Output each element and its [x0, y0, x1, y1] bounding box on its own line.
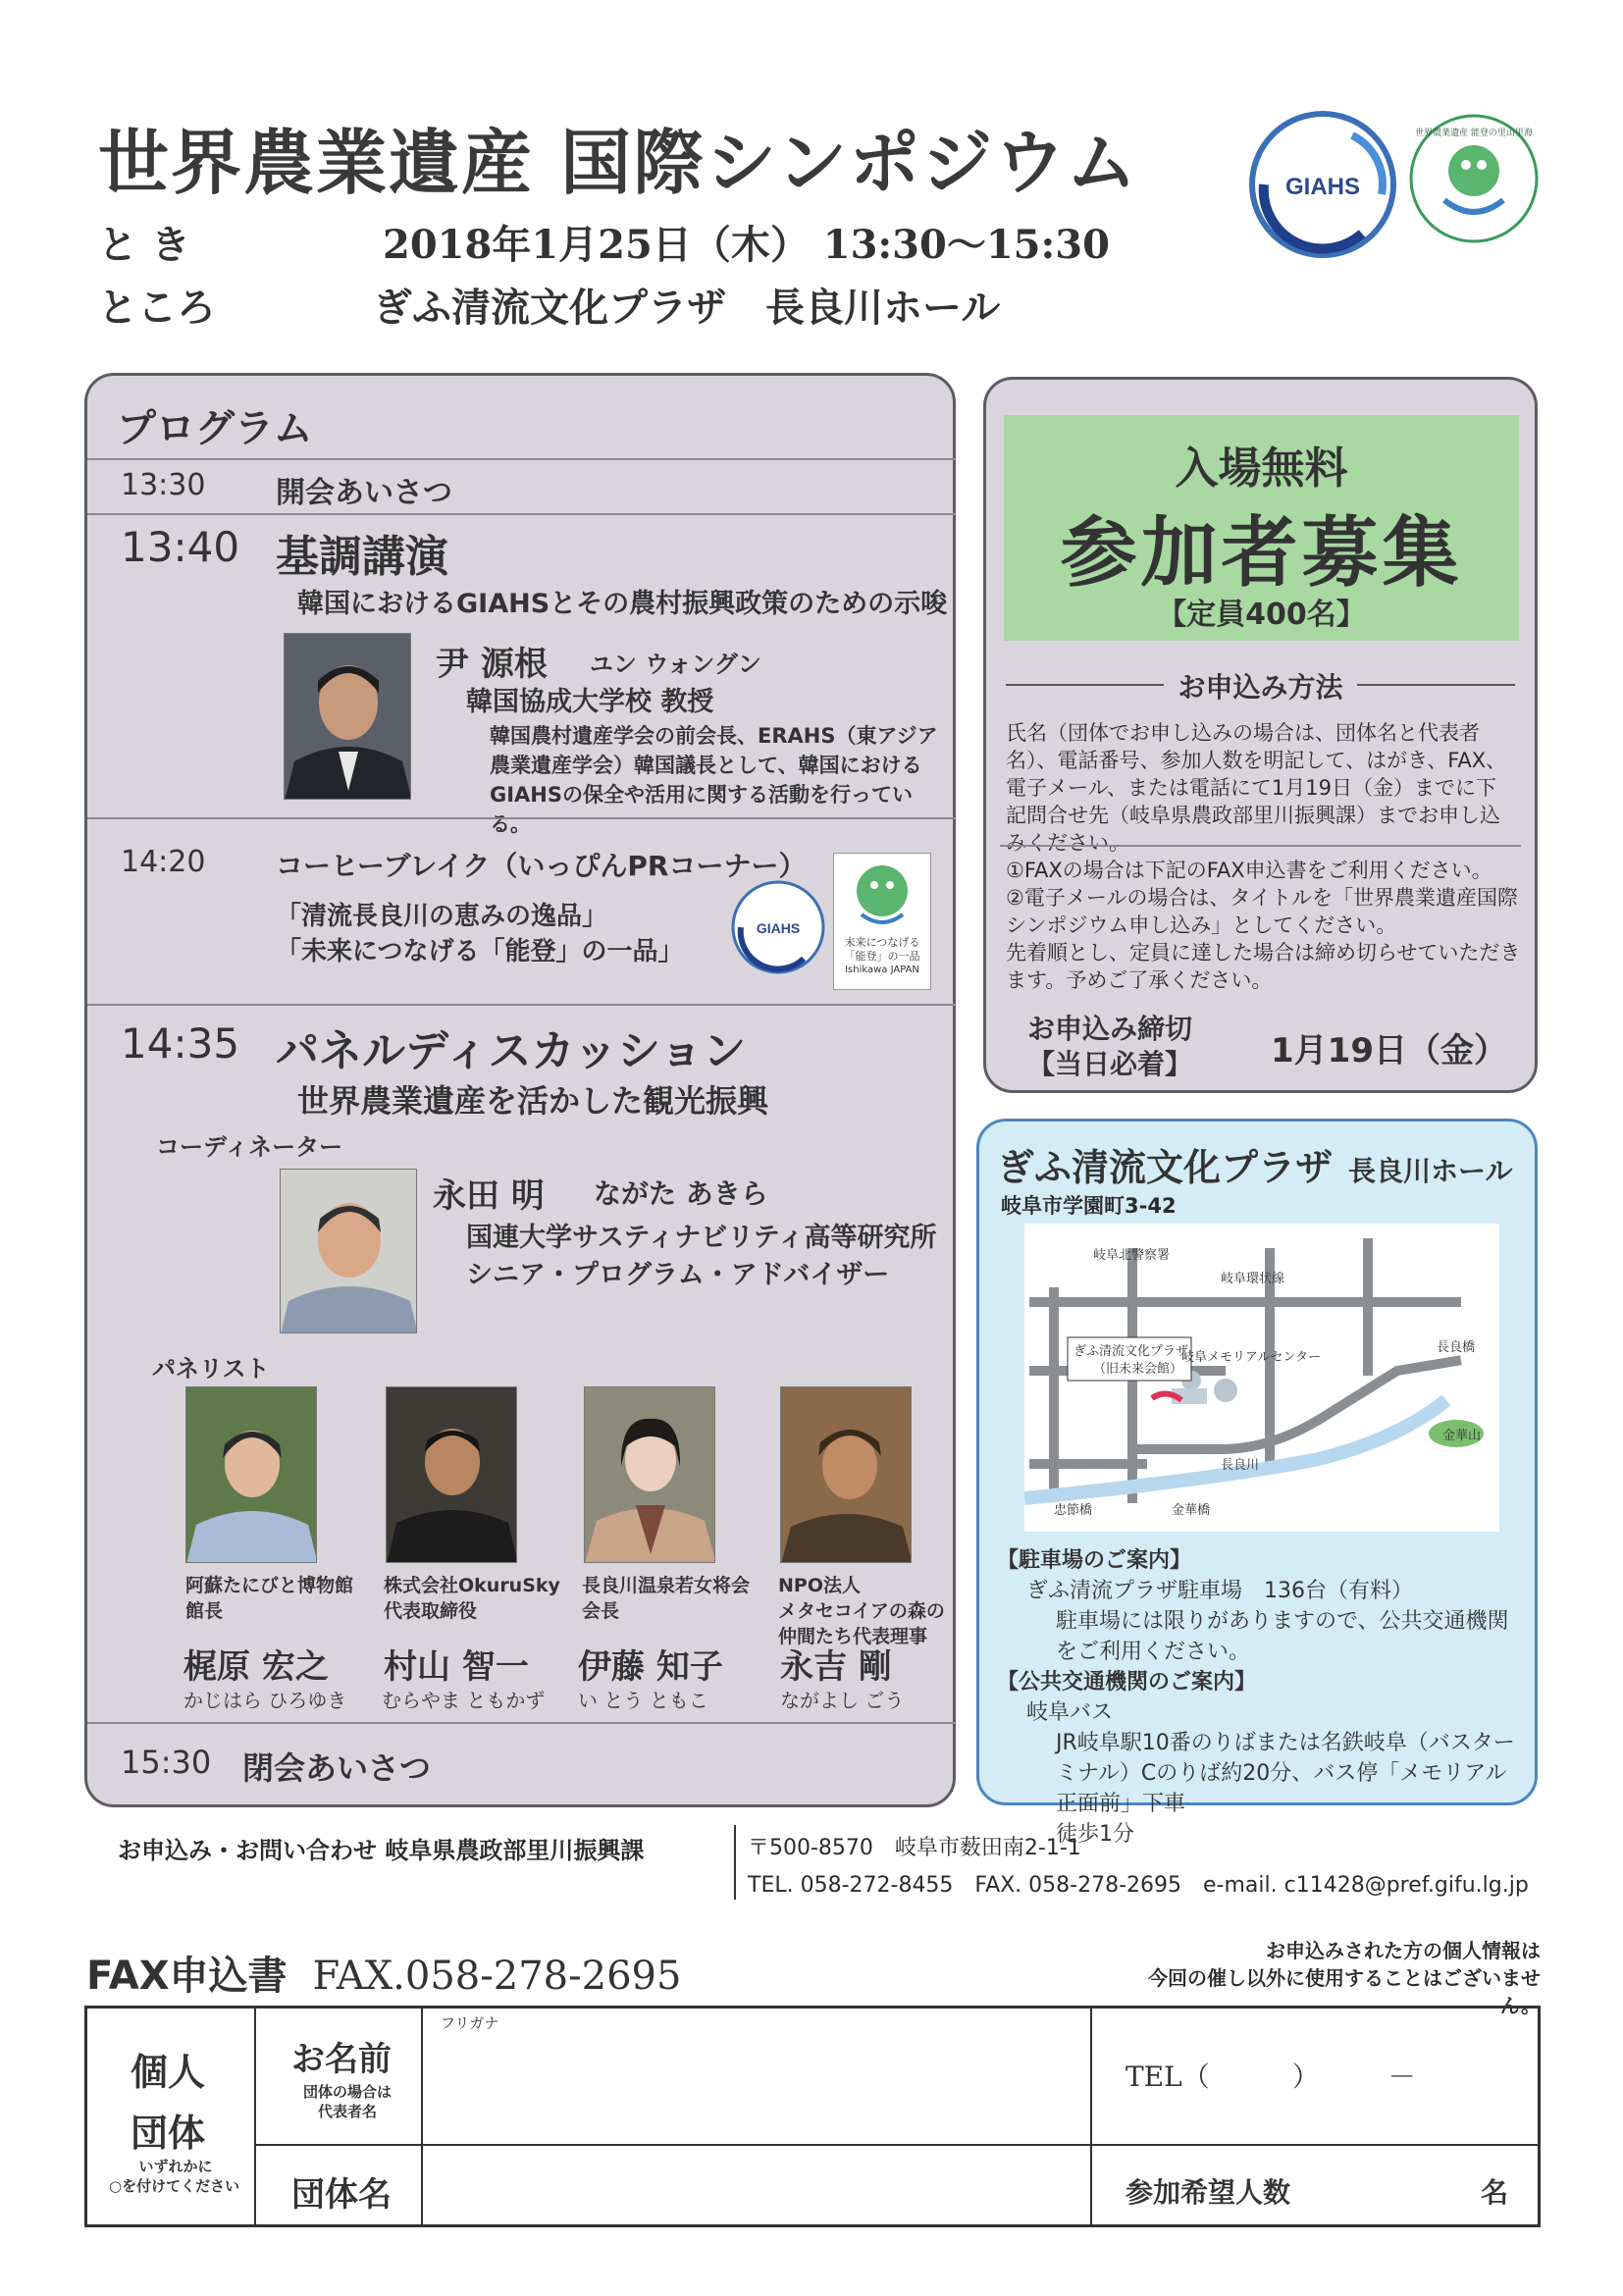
noto-small-logo: [833, 853, 931, 990]
choose-note-1: いずれかに: [138, 2158, 213, 2175]
contact-tel-fax-email: TEL. 058-272-8455 FAX. 058-278-2695 e-mail. c11428@pref.gifu.lg.jp: [748, 1873, 1529, 1898]
map-nagara-bridge-label: 長良橋: [1437, 1340, 1476, 1355]
map-nagara-river-label: 長良川: [1221, 1458, 1260, 1473]
map-memorial-label: 岐阜メモリアルセンター: [1181, 1350, 1321, 1365]
giahs-small-logo-text: GIAHS: [756, 920, 801, 936]
recruit-banner: [1004, 415, 1519, 641]
coordinator-photo: [280, 1169, 417, 1333]
closing-time: 15:30: [121, 1744, 212, 1781]
panelist-reading: い とう ともこ: [578, 1689, 708, 1712]
giahs-logo-text: GIAHS: [1284, 174, 1361, 200]
bio-line: 韓国農村遺産学会の前会長、ERAHS（東アジア: [490, 724, 938, 748]
choose-note-2: ○を付けてください: [109, 2177, 240, 2195]
individual-option[interactable]: 個人: [131, 2051, 206, 2094]
divider: [87, 458, 956, 460]
coordinator-reading: ながた あきら: [594, 1177, 768, 1210]
event-date-row: [98, 214, 1110, 270]
name-label: お名前: [291, 2040, 392, 2079]
transit-bus: 岐阜バス: [1026, 1700, 1114, 1725]
panel-time: 14:35: [121, 1019, 240, 1068]
access-venue: [997, 1137, 1512, 1191]
break-time: 14:20: [121, 845, 206, 879]
furigana-label: フリガナ: [441, 2014, 499, 2032]
when-label: と き: [98, 223, 190, 268]
event-date: 2018年1月25日（木） 13:30〜15:30: [383, 222, 1110, 268]
keynote-speaker-reading: ユン ウォングン: [590, 651, 761, 678]
transit-walk: 徒歩1分: [1056, 1822, 1134, 1847]
fax-form-title-text: FAX申込書: [86, 1954, 288, 1999]
keynote-subtitle: 韓国におけるGIAHSとその農村振興政策のための示唆: [297, 589, 948, 619]
method-title: [986, 666, 1535, 705]
panelist-name: 永吉 剛: [780, 1647, 892, 1687]
bio-line: GIAHSの保全や活用に関する活動を行っている。: [490, 783, 914, 836]
transit-title: 【公共交通機関のご案内】: [997, 1670, 1257, 1695]
attendees-unit: 名: [1481, 2176, 1509, 2209]
recruit-heading: 参加者募集: [1060, 509, 1463, 598]
panelist-photo: [185, 1386, 317, 1563]
panelist-org: [384, 1573, 560, 1624]
map-graphic: [1024, 1224, 1499, 1532]
break-item-1: 「清流長良川の恵みの逸品」: [276, 902, 608, 931]
noto-small-logo-caption: 未来につなげる「能登」の一品: [844, 936, 920, 963]
keynote-speaker-bio: [490, 721, 951, 839]
group-option[interactable]: 団体: [131, 2112, 206, 2155]
noto-mascot-icon: [834, 854, 930, 932]
panel-subtitle: 世界農業遺産を活かした観光振興: [297, 1082, 769, 1120]
fax-number: FAX.058-278-2695: [312, 1954, 682, 1999]
map-police-label: 岐阜北警察署: [1093, 1248, 1171, 1263]
panelist-photo: [386, 1386, 517, 1563]
access-map: [1024, 1224, 1499, 1532]
method-notes: [1006, 857, 1521, 994]
keynote-time: 13:40: [121, 523, 240, 571]
break-title: コーヒーブレイク（いっぴんPRコーナー）: [276, 850, 807, 882]
panelist-name: 村山 智一: [384, 1647, 529, 1687]
panelist-reading: ながよし ごう: [780, 1689, 905, 1712]
coordinator-title-2: シニア・プログラム・アドバイザー: [466, 1260, 890, 1290]
parking-title: 【駐車場のご案内】: [997, 1548, 1192, 1573]
noto-small-logo-caption2: Ishikawa JAPAN: [845, 965, 919, 975]
page-title: 世界農業遺産 国際シンポジウム: [98, 122, 1139, 204]
opening-title: 開会あいさつ: [276, 476, 452, 510]
keynote-speaker-photo: [284, 633, 411, 800]
free-entry: 入場無料: [1175, 444, 1348, 494]
privacy-line: 今回の催し以外に使用することはございません。: [1148, 1966, 1541, 2017]
parking-info: ぎふ清流プラザ駐車場 136台（有料）: [1026, 1579, 1413, 1603]
noto-logo-text: 世界農業遺産 能登の里山里海: [1415, 129, 1533, 138]
fax-form-title: [86, 1945, 681, 2001]
panelist-org-line: 長良川温泉若女将会: [582, 1575, 751, 1596]
program-title: プログラム: [117, 406, 313, 451]
bio-line: 農業遺産学会）韓国議長として、韓国における: [490, 754, 922, 777]
coordinator-label: コーディネーター: [156, 1133, 343, 1161]
opening-time: 13:30: [121, 468, 206, 502]
panelist-org-line: メタセコイアの森の: [778, 1600, 945, 1622]
event-venue: ぎふ清流文化プラザ 長良川ホール: [373, 286, 1001, 331]
divider: [734, 1825, 736, 1900]
event-venue-row: [98, 277, 1000, 333]
deadline-date: 1月19日（金）: [1271, 1031, 1507, 1070]
access-hall-name: 長良川ホール: [1348, 1155, 1513, 1187]
method-note: ①FAXの場合は下記のFAX申込書をご利用ください。: [1006, 859, 1492, 882]
divider: [87, 1004, 956, 1006]
panelist-org-line: 会長: [582, 1600, 620, 1622]
transit-route: JR岐阜駅10番のりばまたは名鉄岐阜（バスターミナル）Cのりば約20分、バス停「メモリアル正面前」下車: [1056, 1731, 1515, 1816]
map-plaza-label: ぎふ清流文化プラザ: [1073, 1344, 1189, 1359]
closing-title: 閉会あいさつ: [242, 1749, 432, 1787]
apply-panel: [983, 377, 1538, 1093]
access-venue-name: ぎふ清流文化プラザ: [997, 1146, 1334, 1189]
panel-title: パネルディスカッション: [276, 1026, 747, 1076]
divider: [87, 817, 956, 819]
group-name-label: 団体名: [291, 2175, 392, 2215]
panelist-name: 梶原 宏之: [183, 1647, 329, 1687]
map-chusetsu-bridge-label: 忠節橋: [1054, 1503, 1093, 1518]
method-note: 先着順とし、定員に達した場合は締め切らせていただきます。予めご了承ください。: [1006, 941, 1521, 992]
panelist-portrait-icon: [781, 1387, 912, 1563]
panelist-org: [582, 1573, 750, 1624]
method-title-text: お申込み方法: [1164, 671, 1356, 704]
coordinator-portrait-icon: [281, 1170, 417, 1333]
coordinator-name: 永田 明: [433, 1176, 545, 1216]
panelist-org: [185, 1573, 353, 1624]
name-sub-2: 代表者名: [317, 2103, 377, 2120]
keynote-title: 基調講演: [276, 532, 448, 582]
panelist-photo: [780, 1386, 912, 1563]
keynote-speaker-title: 韓国協成大学校 教授: [466, 687, 714, 717]
panelist-photo: [584, 1386, 715, 1563]
panelist-reading: むらやま ともかず: [382, 1689, 546, 1712]
fax-application-form: [84, 2006, 1541, 2227]
group-name-field[interactable]: [427, 2150, 1084, 2222]
panelist-reading: かじはら ひろゆき: [183, 1689, 347, 1712]
map-loop-line-label: 岐阜環状線: [1221, 1272, 1285, 1286]
panelist-org-line: 株式会社OkuruSky: [384, 1575, 560, 1596]
panelist-org-line: 阿蘇たにびと博物館: [185, 1575, 354, 1596]
map-plaza-sub-label: （旧未来会館）: [1093, 1362, 1183, 1377]
panelist-org-line: 代表取締役: [384, 1600, 478, 1622]
panelist-org-line: 仲間たち代表理事: [778, 1626, 928, 1647]
contact-address: 〒500-8570 岐阜市薮田南2-1-1: [748, 1836, 1081, 1860]
parking-note: 駐車場には限りがありますので、公共交通機関をご利用ください。: [1056, 1609, 1509, 1664]
access-address: 岐阜市学園町3-42: [1001, 1194, 1177, 1218]
where-label: ところ: [98, 286, 216, 331]
panelist-name: 伊藤 知子: [578, 1647, 723, 1687]
giahs-logo: [1244, 106, 1401, 263]
panelist-portrait-icon: [585, 1387, 715, 1563]
panelist-portrait-icon: [387, 1387, 517, 1563]
privacy-line: お申込みされた方の個人情報は: [1266, 1939, 1541, 1962]
capacity: 【定員400名】: [1157, 598, 1366, 632]
giahs-small-logo: [729, 878, 827, 976]
break-item-2: 「未来につなげる「能登」の一品」: [276, 937, 684, 966]
panelist-org-line: NPO法人: [778, 1575, 861, 1596]
speaker-portrait-icon: [285, 634, 411, 800]
tel-field[interactable]: TEL（ ） －: [1126, 2061, 1416, 2093]
keynote-speaker-name: 尹 源根: [436, 645, 548, 684]
deadline-label: お申込み締切: [1027, 1013, 1193, 1045]
divider: [1000, 845, 1521, 847]
contact-label: お申込み・お問い合わせ 岐阜県農政部里川振興課: [118, 1837, 645, 1864]
panelist-org: [778, 1573, 945, 1649]
access-info: [997, 1545, 1527, 1850]
method-note: ②電子メールの場合は、タイトルを「世界農業遺産国際シンポジウム申し込み」としてください。: [1006, 886, 1518, 937]
panelist-portrait-icon: [186, 1387, 317, 1563]
attendees-label: 参加希望人数: [1126, 2176, 1291, 2209]
coordinator-title-1: 国連大学サスティナビリティ高等研究所: [466, 1223, 937, 1253]
name-sub-1: 団体の場合は: [302, 2083, 392, 2101]
divider: [87, 513, 956, 515]
noto-satoyama-logo: [1405, 110, 1543, 247]
deadline-note: 【当日必着】: [1027, 1048, 1193, 1080]
program-panel: [84, 373, 956, 1807]
access-panel: [976, 1119, 1538, 1847]
map-kinka-label: 金華山: [1442, 1429, 1482, 1443]
panelists-label: パネリスト: [152, 1355, 270, 1383]
panelist-org-line: 館長: [185, 1600, 224, 1622]
method-text: 氏名（団体でお申し込みの場合は、団体名と代表者名）、電話番号、参加人数を明記して、はがき、FAX、電子メール、または電話にて1月19日（金）までに下記問合せ先（岐阜県農政部里川振興課）までお申し込みください。: [1006, 721, 1507, 855]
map-kinka-bridge-label: 金華橋: [1172, 1503, 1211, 1518]
name-field[interactable]: [427, 2034, 1084, 2140]
divider: [87, 1722, 956, 1724]
